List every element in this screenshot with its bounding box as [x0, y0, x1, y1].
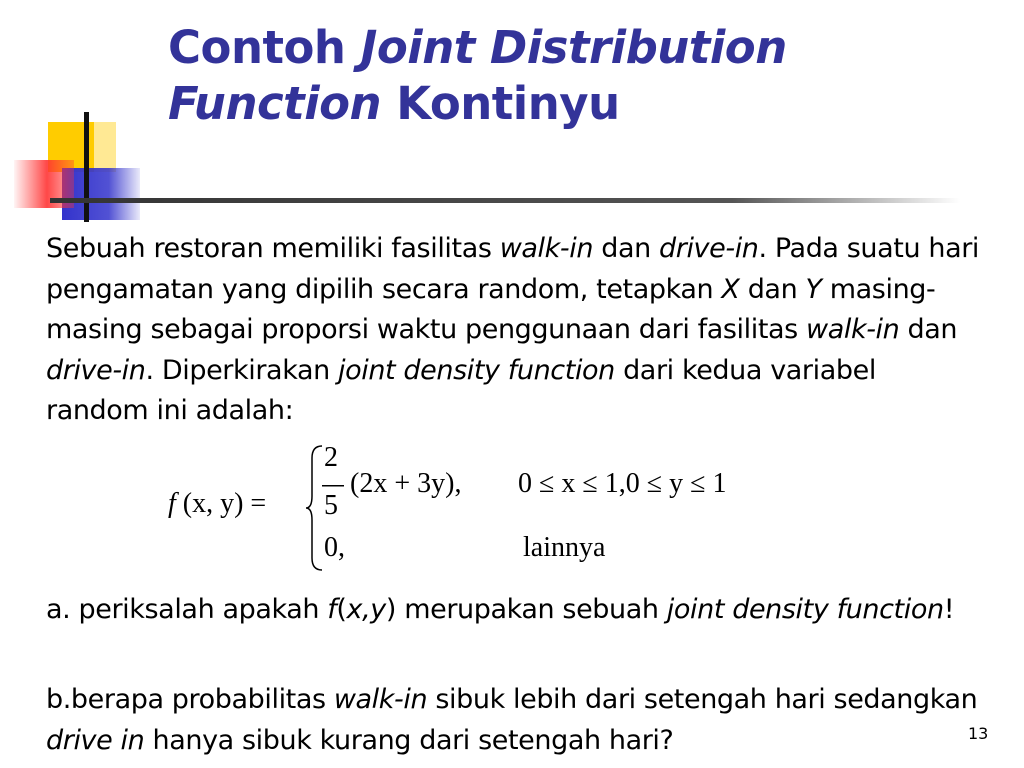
formula-lhs: f (x, y) = — [168, 488, 267, 519]
fraction-bar — [322, 485, 346, 488]
formula-brace — [304, 444, 326, 572]
title-line-2: Function Kontinyu — [168, 77, 620, 130]
fraction-denominator: 5 — [324, 490, 338, 521]
case1-expression: (2x + 3y), — [350, 468, 462, 499]
problem-paragraph: Sebuah restoran memiliki fasilitas walk-in dan drive-in. Pada suatu hari pengamatan yang dipilih secara random, tetapkan X dan Y masing-masing sebagai proporsi waktu penggunaan dari fasilitas walk-in dan drive-in. Diperkirakan joint density function dari kedua variabel random ini adalah: — [46, 233, 980, 426]
title-line-1: Contoh Joint Distribution — [168, 21, 787, 74]
question-b: b.berapa probabilitas walk-in sibuk lebih dari setengah hari sedangkan drive in hanya sibuk kurang dari setengah hari? — [46, 684, 978, 756]
deco-yellow-square — [48, 122, 94, 172]
deco-blue-square — [62, 168, 140, 220]
title-divider-line — [50, 198, 960, 203]
deco-red-square — [14, 160, 74, 208]
case2-value: 0, — [324, 532, 345, 563]
page-number: 13 — [968, 724, 989, 743]
deco-vertical-line — [84, 112, 89, 222]
question-a: a. periksalah apakah f(x,y) merupakan sebuah joint density function! — [46, 594, 955, 625]
fraction-numerator: 2 — [324, 442, 338, 473]
deco-yellow-square-light — [94, 122, 116, 172]
case1-condition: 0 ≤ x ≤ 1,0 ≤ y ≤ 1 — [518, 468, 727, 499]
case2-condition: lainnya — [523, 532, 606, 563]
joint-density-formula — [168, 440, 788, 580]
slide-title — [168, 20, 1008, 132]
